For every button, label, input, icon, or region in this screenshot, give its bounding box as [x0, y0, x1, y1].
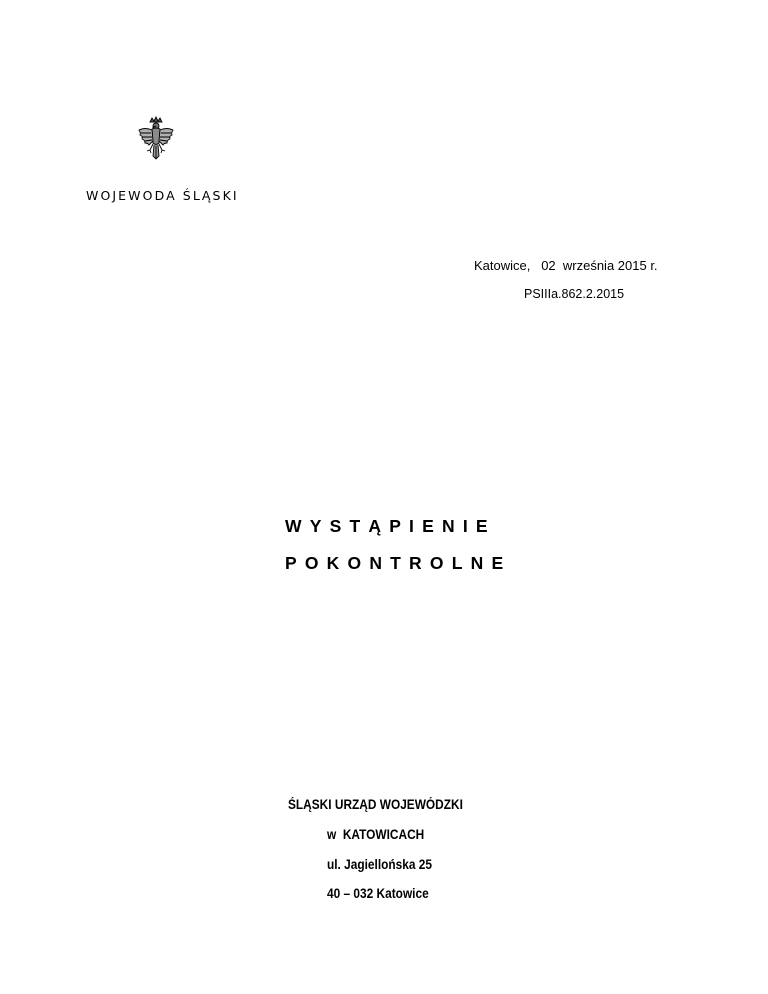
- addressee-city-line: w KATOWICACH: [327, 827, 425, 842]
- reference-number: PSIIIa.862.2.2015: [524, 287, 625, 301]
- document-title-line-1: WYSTĄPIENIE: [285, 516, 496, 536]
- addressee-street: ul. Jagiellońska 25: [327, 857, 432, 872]
- addressee-name: ŚLĄSKI URZĄD WOJEWÓDZKI: [288, 797, 463, 812]
- addressee-postal: 40 – 032 Katowice: [327, 886, 429, 901]
- document-title-line-2: POKONTROLNE: [285, 553, 512, 573]
- place-and-date: Katowice, 02 września 2015 r.: [474, 258, 658, 273]
- issuing-authority: WOJEWODA ŚLĄSKI: [86, 188, 239, 203]
- polish-eagle-emblem-icon: [136, 116, 176, 160]
